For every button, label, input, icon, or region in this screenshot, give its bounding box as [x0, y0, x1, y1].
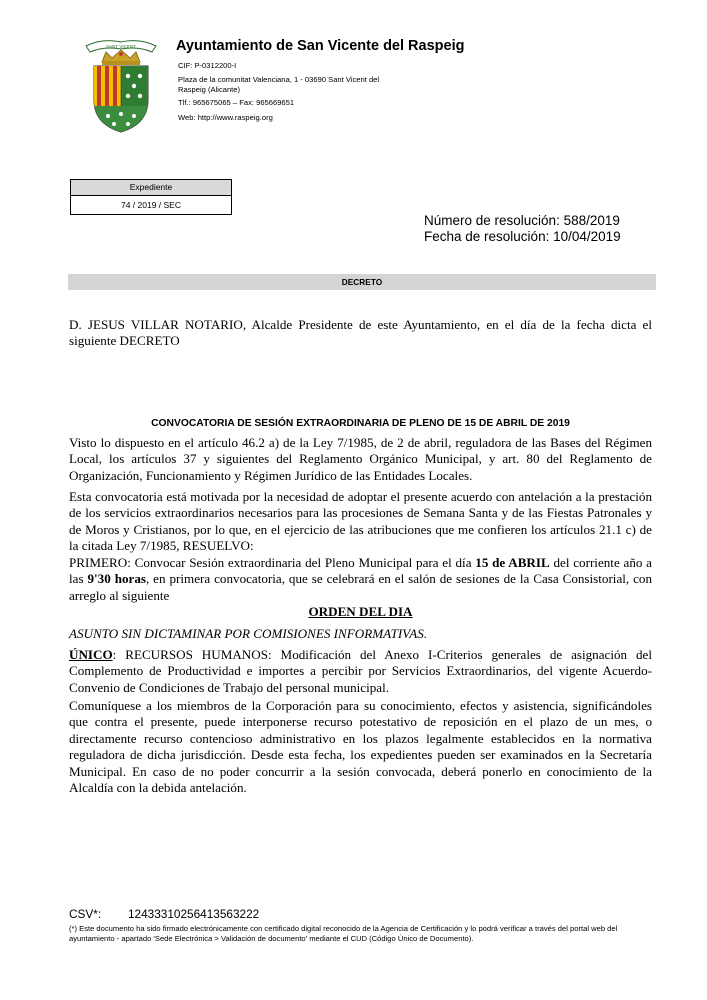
primero-text-3: , en primera convocatoria, que se celebrará en el salón de sesiones de la Casa Consistorial, con arreglo al siguiente: [69, 571, 653, 603]
expediente-label: Expediente: [71, 180, 231, 196]
unico-label: ÚNICO: [69, 647, 113, 662]
resolution-date: Fecha de resolución: 10/04/2019: [424, 229, 621, 244]
session-time: 9'30 horas: [87, 571, 146, 587]
crest-banner-text: SANT VICENT: [106, 44, 136, 49]
csv-label: CSV*:: [69, 907, 102, 921]
unico-text: : RECURSOS HUMANOS: Modificación del Anexo I-Criterios generales de asignación del Complemento de Productividad e importes a percibir por Servicios Extraordinarios, del vigente Acuerdo-Convenio de Condiciones de Trabajo del personal municipal.: [69, 647, 652, 695]
primero-paragraph: [69, 555, 652, 604]
expediente-box: [70, 179, 232, 215]
orden-del-dia-heading: ORDEN DEL DIA: [308, 604, 413, 619]
org-name: Ayuntamiento de San Vicente del Raspeig: [176, 38, 465, 54]
session-date: 15 de ABRIL: [475, 555, 550, 570]
intro-paragraph: D. JESUS VILLAR NOTARIO, Alcalde Presidente de este Ayuntamiento, en el día de la fecha dicta el siguiente DECRETO: [69, 317, 652, 349]
org-phone: Tlf.: 965675065 – Fax: 965669651: [178, 98, 295, 107]
motivation-paragraph: Esta convocatoria está motivada por la necesidad de adoptar el presente acuerdo con antelación a la prestación de los servicios extraordinarios necesarios para las procesiones de Semana Santa y de las Fiestas Patronales y de Moros y Cristianos, por lo que, en el ejercicio de las atribuciones que me confieren los artículos 21.1 c) de la citada Ley 7/1985, RESUELVO:: [69, 489, 652, 554]
org-address-line-1: Plaza de la comunitat Valenciana, 1 - 03690 Sant Vicent del: [178, 75, 380, 84]
primero-text-2: del corriente año a las: [69, 555, 652, 587]
signature-footnote: (*) Este documento ha sido firmado electrónicamente con certificado digital reconocido de la Agencia de Certificación y lo podrá verificar a través del portal web del ayuntamiento - apartado 'Sede Electrónica > Validación de documento' mediante el CUD (Código Único de Documento).: [69, 924, 618, 943]
asunto-line: ASUNTO SIN DICTAMINAR POR COMISIONES INFORMATIVAS.: [69, 626, 428, 641]
comuniquese-paragraph: Comuníquese a los miembros de la Corporación para su conocimiento, efectos y asistencia, significándoles que contra el presente, puede interponerse recurso potestativo de reposición en el plazo de un mes, o directamente recurso contencioso administrativo en los plazos legalmente establecidos en la normativa reguladora de dicha jurisdicción. Desde esta fecha, los expedientes pueden ser examinados en la Secretaría Municipal. En caso de no poder concurrir a la sesión convocada, deberá ponerlo en conocimiento de la Alcaldía con la debida antelación.: [69, 698, 652, 796]
section-header-decreto: DECRETO: [68, 274, 656, 290]
visto-paragraph: Visto lo dispuesto en el artículo 46.2 a) de la Ley 7/1985, de 2 de abril, reguladora de las Bases del Régimen Local, los artículos 37 y siguientes del Reglamento Orgánico Municipal, y art. 80 del Reglamento de Organización, Funcionamiento y Régimen Jurídico de las Entidades Locales.: [69, 435, 652, 483]
org-address-line-2: Raspeig (Alicante): [178, 85, 241, 94]
org-cif: CIF: P-0312200-I: [178, 61, 237, 70]
unico-paragraph: [69, 647, 652, 696]
resolution-number: Número de resolución: 588/2019: [424, 213, 620, 228]
primero-text-1: PRIMERO: Convocar Sesión extraordinaria del Pleno Municipal para el día: [69, 555, 476, 570]
org-web: Web: http://www.raspeig.org: [178, 113, 273, 122]
csv-code: 12433310256413563222: [128, 907, 260, 921]
expediente-value: 74 / 2019 / SEC: [120, 200, 181, 210]
convocatoria-title: CONVOCATORIA DE SESIÓN EXTRAORDINARIA DE PLENO DE 15 DE ABRIL DE 2019: [151, 418, 570, 429]
municipal-crest-logo: [84, 36, 158, 134]
